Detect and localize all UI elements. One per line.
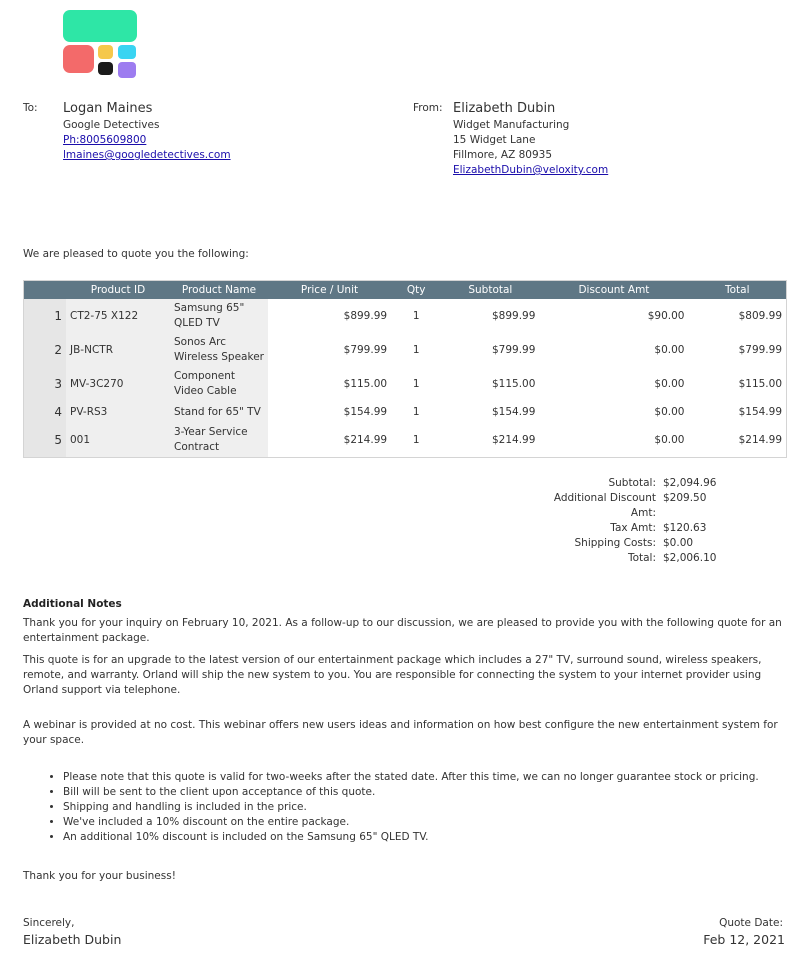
product-name: Samsung 65" QLED TV [170, 299, 268, 333]
product-id: CT2-75 X122 [66, 299, 170, 333]
row-number: 5 [24, 423, 67, 458]
line-discount: $90.00 [647, 309, 685, 322]
unit-price: $154.99 [343, 405, 388, 418]
product-name: Sonos Arc Wireless Speaker [170, 333, 268, 367]
line-subtotal: $799.99 [492, 343, 536, 356]
product-id: JB-NCTR [66, 333, 170, 367]
recipient-company: Google Detectives [63, 119, 160, 131]
quantity: 1 [412, 433, 420, 446]
line-subtotal: $154.99 [492, 405, 536, 418]
sender-address-line1: 15 Widget Lane [453, 134, 536, 146]
shipping-value: $0.00 [663, 537, 694, 549]
notes-paragraph-2: This quote is for an upgrade to the latest version of our entertainment package which includes a 27" TV, surround sound, wireless speakers, remote, and warranty. Orland will ship the new system to you. You are responsible for connecting the system to your internet provider using Orland support via telephone. [23, 654, 762, 696]
product-name: Component Video Cable [170, 367, 268, 401]
sender-block [453, 101, 608, 178]
quote-date-label: Quote Date: [719, 917, 783, 929]
tax-value: $120.63 [663, 522, 707, 534]
table-row [24, 333, 787, 367]
product-name: Stand for 65" TV [170, 401, 268, 423]
col-header-product-name: Product Name [170, 281, 268, 300]
line-total: $799.99 [738, 343, 782, 356]
list-item: • Bill will be sent to the client upon acceptance of this quote. [63, 785, 783, 800]
col-header-product-id: Product ID [66, 281, 170, 300]
product-id: PV-RS3 [66, 401, 170, 423]
unit-price: $799.99 [343, 343, 388, 356]
logo-block-purple [118, 62, 136, 78]
unit-price: $115.00 [343, 377, 388, 390]
logo-block-black [98, 62, 113, 75]
unit-price: $214.99 [343, 433, 388, 446]
logo-block-cyan [118, 45, 136, 59]
subtotal-value: $2,094.96 [663, 477, 717, 489]
table-row [24, 401, 787, 423]
to-label: To: [23, 102, 38, 114]
subtotal-label: Subtotal: [608, 477, 656, 489]
tax-label: Tax Amt: [610, 522, 656, 534]
col-header-price: Price / Unit [268, 281, 391, 300]
quantity: 1 [412, 377, 420, 390]
list-item: • An additional 10% discount is included on the Samsung 65" QLED TV. [63, 830, 783, 845]
sender-address-line2: Fillmore, AZ 80935 [453, 149, 553, 161]
line-discount: $0.00 [654, 343, 685, 356]
sender-email-link[interactable]: ElizabethDubin@veloxity.com [453, 164, 609, 176]
product-name: 3-Year Service Contract [170, 423, 268, 458]
line-total: $214.99 [738, 433, 782, 446]
quote-date-value: Feb 12, 2021 [703, 932, 785, 947]
logo-block-red [63, 45, 94, 73]
col-header-total: Total [688, 281, 786, 300]
col-header-num [24, 281, 67, 300]
signer-name: Elizabeth Dubin [23, 932, 122, 947]
notes-bullet-list [23, 770, 783, 845]
list-item: • We've included a 10% discount on the entire package. [63, 815, 783, 830]
col-header-discount: Discount Amt [539, 281, 688, 300]
table-row [24, 367, 787, 401]
grand-total-label: Total: [627, 552, 656, 564]
additional-notes [23, 597, 783, 884]
table-row [24, 423, 787, 458]
table-header-row [24, 281, 787, 300]
line-subtotal: $214.99 [492, 433, 536, 446]
notes-paragraph-1: Thank you for your inquiry on February 10, 2021. As a follow-up to our discussion, we are pleased to provide you with the following quote for an entertainment package. [23, 617, 782, 644]
line-discount: $0.00 [654, 433, 685, 446]
line-subtotal: $115.00 [492, 377, 536, 390]
sender-name: Elizabeth Dubin [453, 101, 556, 116]
totals-row [540, 521, 733, 536]
thanks-text: Thank you for your business! [23, 870, 176, 882]
row-number: 4 [24, 401, 67, 423]
shipping-label: Shipping Costs: [574, 537, 656, 549]
notes-paragraph-3: A webinar is provided at no cost. This webinar offers new users ideas and information on how best configure the new entertainment system for your space. [23, 719, 778, 746]
row-number: 1 [24, 299, 67, 333]
recipient-email-link[interactable]: lmaines@googledetectives.com [63, 149, 231, 161]
sender-company: Widget Manufacturing [453, 119, 570, 131]
from-label: From: [413, 102, 443, 114]
col-header-subtotal: Subtotal [441, 281, 539, 300]
row-number: 2 [24, 333, 67, 367]
table-row [24, 299, 787, 333]
recipient-name: Logan Maines [63, 101, 153, 116]
list-item: • Shipping and handling is included in the price. [63, 800, 783, 815]
notes-heading: Additional Notes [23, 598, 122, 610]
line-total: $809.99 [738, 309, 782, 322]
recipient-phone-link[interactable]: Ph:8005609800 [63, 134, 147, 146]
line-discount: $0.00 [654, 405, 685, 418]
recipient-block [63, 101, 231, 163]
line-total: $115.00 [738, 377, 782, 390]
totals-row [540, 491, 733, 521]
quantity: 1 [412, 343, 420, 356]
line-discount: $0.00 [654, 377, 685, 390]
quote-table [23, 280, 787, 458]
product-id: 001 [66, 423, 170, 458]
unit-price: $899.99 [343, 309, 388, 322]
additional-discount-label: Additional Discount Amt: [553, 492, 656, 519]
list-item: • Please note that this quote is valid for two-weeks after the stated date. After this time, we can no longer guarantee stock or pricing. [63, 770, 783, 785]
logo-block-teal [63, 10, 137, 42]
line-subtotal: $899.99 [492, 309, 536, 322]
quantity: 1 [412, 405, 420, 418]
quantity: 1 [412, 309, 420, 322]
logo-block-yellow [98, 45, 113, 59]
grand-total-value: $2,006.10 [663, 552, 717, 564]
intro-text: We are pleased to quote you the following: [23, 248, 249, 260]
totals-row [540, 536, 733, 551]
product-id: MV-3C270 [66, 367, 170, 401]
row-number: 3 [24, 367, 67, 401]
additional-discount-value: $209.50 [663, 492, 707, 504]
totals-summary [540, 476, 733, 566]
line-total: $154.99 [738, 405, 782, 418]
company-logo [63, 10, 137, 80]
sincerely-text: Sincerely, [23, 917, 75, 929]
totals-row [540, 476, 733, 491]
col-header-qty: Qty [391, 281, 441, 300]
totals-row [540, 551, 733, 566]
